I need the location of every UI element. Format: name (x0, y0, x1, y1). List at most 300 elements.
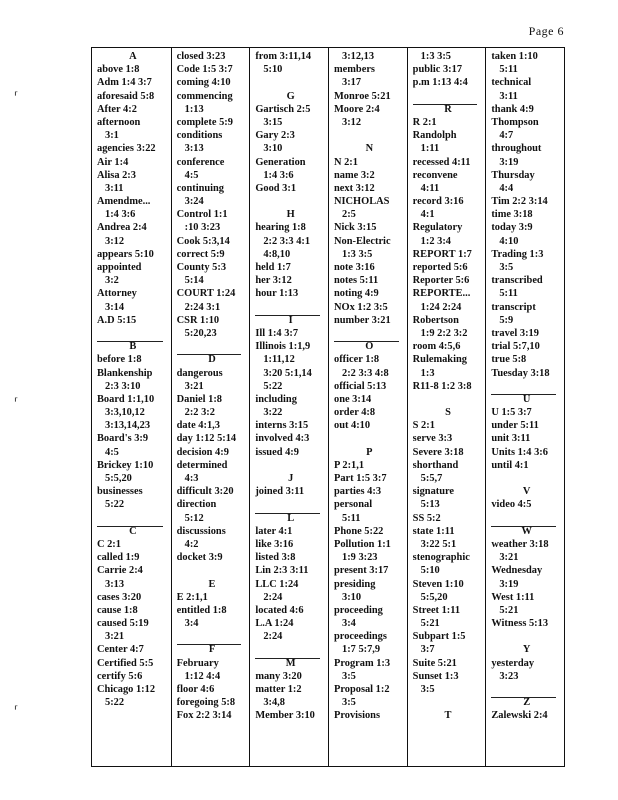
index-entry-ref: 1:13 (184, 103, 204, 115)
index-entry-ref: 3:21 (105, 631, 125, 643)
index-entry-word: LLC 1:24 (255, 578, 299, 590)
index-entry-word: Reporter 5:6 (412, 275, 470, 287)
index-entry-word: difficult 3:20 (176, 486, 234, 498)
index-entry-word: members (334, 64, 375, 76)
index-entry-word: C 2:1 (97, 538, 121, 550)
index-entry-word: public 3:17 (412, 64, 463, 76)
index-entry-word: Carrie 2:4 (97, 565, 143, 577)
index-entry-word: hour 1:13 (255, 288, 299, 300)
letter-heading: I (255, 314, 326, 327)
index-entry-ref: 5:11 (499, 288, 518, 300)
index-entry-word: Witness 5:13 (491, 618, 549, 630)
letter-heading: W (491, 525, 562, 538)
index-entry-word: R11-8 1:2 3:8 (412, 380, 472, 392)
index-entry-ref: 2:3 3:10 (105, 380, 141, 392)
index-entry-word: decision 4:9 (176, 446, 229, 458)
index-entry-word: direction (176, 499, 217, 511)
letter-heading: P (366, 446, 373, 458)
spacer (255, 195, 326, 208)
index-entry-word: out 4:10 (334, 420, 371, 432)
index-entry-word: Trading 1:3 (491, 248, 544, 260)
index-entry-word: including (255, 393, 297, 405)
index-entry-ref: 5:9 (499, 314, 514, 326)
index-entry-word: COURT 1:24 (176, 288, 236, 300)
index-entry-word: matter 1:2 (255, 684, 302, 695)
index-entry-ref: 5:21 (420, 618, 440, 630)
index-entry-word: Provisions (334, 710, 380, 722)
index-entry-ref: 3:22 (263, 407, 283, 419)
index-entry-ref: 3:4 (184, 618, 199, 630)
index-entry-word: certify 5:6 (97, 670, 143, 682)
index-entry-ref: 4:4 (499, 182, 514, 194)
index-entry-word: from 3:11,14 (255, 51, 312, 62)
index-entry-ref: 4:2 (184, 538, 199, 550)
binding-mark: ⸢ (14, 91, 19, 103)
index-entry-word: trial 5:7,10 (491, 341, 540, 353)
index-entry-word: closed 3:23 (176, 51, 226, 62)
index-entry-word: Tuesday 3:18 (491, 367, 550, 379)
index-entry-ref: 2:5 (342, 209, 356, 221)
letter-heading: C (97, 525, 169, 538)
index-entry-ref: 3:13 (105, 578, 125, 590)
index-entry-word: state 1:11 (412, 525, 455, 537)
index-entry-word: held 1:7 (255, 262, 291, 273)
index-entry-word: Ill 1:4 3:7 (255, 327, 299, 339)
letter-heading: V (522, 486, 531, 498)
binding-mark: ⸢ (14, 397, 19, 409)
index-entry-ref: 3:7 (420, 644, 435, 656)
index-entry-word: appears 5:10 (97, 248, 154, 260)
spacer (255, 498, 326, 511)
index-entry-word: Brickey 1:10 (97, 459, 154, 471)
index-entry-word: order 4:8 (334, 407, 376, 419)
index-entry-word: Thursday (491, 169, 535, 181)
index-entry-word: noting 4:9 (334, 288, 379, 300)
index-entry-word: complete 5:9 (176, 116, 233, 128)
index-entry-word: caused 5:19 (97, 618, 149, 630)
spacer (97, 512, 169, 525)
index-entry-ref: 5:21 (499, 604, 519, 616)
index-entry-word: present 3:17 (334, 565, 389, 577)
letter-heading: S (445, 407, 451, 419)
spacer (491, 630, 562, 643)
index-entry-word: continuing (176, 182, 225, 194)
index-entry-word: L.A 1:24 (255, 618, 294, 630)
index-entry-word: above 1:8 (97, 64, 140, 76)
index-entry-word: Monroe 5:21 (334, 90, 391, 102)
index-entry-word: businesses (97, 486, 143, 498)
letter-heading: A (129, 51, 137, 62)
index-entry-word: Suite 5:21 (412, 657, 457, 669)
index-entry-word: A.D 5:15 (97, 314, 137, 326)
index-entry-word: conditions (176, 130, 223, 142)
index-entry-word: Fox 2:2 3:14 (176, 710, 232, 722)
index-entry-word: like 3:16 (255, 538, 294, 550)
index-entry-word: Gary 2:3 (255, 130, 295, 142)
index-entry-word: record 3:16 (412, 196, 464, 208)
index-entry-word: CSR 1:10 (176, 314, 220, 326)
index-entry-ref: 5:5,20 (105, 473, 132, 484)
index-entry-word: Code 1:5 3:7 (176, 64, 233, 76)
index-entry-ref: 3:11 (105, 182, 124, 194)
index-entry-word: travel 3:19 (491, 327, 539, 339)
index-entry-word: transcribed (491, 275, 543, 287)
index-entry-ref: 5:11 (499, 64, 518, 76)
index-entry-word: note 3:16 (334, 262, 375, 273)
index-entry-ref: 4:11 (420, 182, 440, 194)
index-entry-word: discussions (176, 525, 226, 537)
index-entry-word: official 5:13 (334, 380, 387, 392)
index-entry-word: under 5:11 (491, 420, 539, 432)
index-entry-word: officer 1:8 (334, 354, 380, 366)
letter-heading: U (491, 393, 562, 406)
index-entry-ref: 4:7 (499, 130, 514, 142)
index-entry-word: Program 1:3 (334, 657, 391, 669)
index-entry-word: N 2:1 (334, 156, 358, 168)
index-entry-word: joined 3:11 (255, 486, 305, 498)
index-entry-word: aforesaid 5:8 (97, 90, 155, 102)
word-index-table (91, 47, 565, 767)
index-entry-word: Thompson (491, 116, 539, 128)
index-entry-word: before 1:8 (97, 354, 142, 366)
index-entry-ref: 1:12 4:4 (184, 670, 221, 682)
index-entry-word: Adm 1:4 3:7 (97, 77, 152, 89)
index-entry-word: Certified 5:5 (97, 657, 154, 669)
spacer (491, 512, 562, 525)
index-entry-ref: 3:15 (263, 116, 283, 128)
index-entry-ref: 2:2 3:3 4:8 (342, 367, 389, 379)
index-entry-word: Control 1:1 (176, 209, 228, 221)
index-entry-ref: 1:3 (420, 367, 435, 379)
index-entry-word: Gartisch 2:5 (255, 103, 311, 115)
index-entry-word: County 5:3 (176, 262, 227, 273)
spacer (413, 696, 484, 709)
index-entry-word: Air 1:4 (97, 156, 129, 168)
index-entry-word: Moore 2:4 (334, 103, 380, 115)
index-entry-word: Illinois 1:1,9 (255, 341, 311, 353)
index-entry-word: Member 3:10 (255, 710, 315, 722)
index-entry-ref: 3:5 (342, 697, 356, 709)
spacer (177, 340, 248, 353)
index-entry-word: After 4:2 (97, 103, 137, 115)
index-entry-word: date 4:1,3 (176, 420, 220, 432)
spacer (334, 129, 405, 142)
index-entry-word: coming 4:10 (176, 77, 231, 89)
index-entry-word: one 3:14 (334, 393, 372, 405)
index-entry-ref: 3:21 (184, 380, 204, 392)
index-column-1 (92, 48, 171, 766)
index-entry-word: Lin 2:3 3:11 (255, 565, 309, 577)
index-entry-ref: 5:14 (184, 275, 204, 287)
index-column-3 (249, 48, 328, 766)
index-entry-word: Steven 1:10 (412, 578, 464, 590)
index-entry-ref: 3:4 (342, 618, 356, 630)
index-entry-ref: 4:3 (184, 473, 199, 484)
index-entry-word: Severe 3:18 (412, 446, 464, 458)
index-entry-ref: 1:7 5:7,9 (342, 644, 381, 656)
index-entry-word: room 4:5,6 (412, 341, 461, 353)
index-entry-word: Subpart 1:5 (412, 631, 466, 643)
spacer (413, 90, 484, 103)
index-entry-ref: 5:10 (263, 64, 283, 76)
index-entry-word: Robertson (412, 314, 459, 326)
index-entry-word: Board 1:1,10 (97, 393, 155, 405)
index-entry-word: cases 3:20 (97, 591, 142, 603)
spacer (255, 301, 326, 314)
index-entry-ref: 3:3,10,12 (105, 407, 145, 419)
index-entry-word: presiding (334, 578, 376, 590)
index-entry-ref: 3:4,8 (263, 697, 285, 709)
index-entry-word: REPORT 1:7 (412, 248, 472, 260)
index-entry-ref: 3:20 5:1,14 (263, 367, 312, 379)
spacer (255, 643, 326, 656)
index-entry-ref: 3:1 (105, 130, 119, 142)
index-entry-word: Good 3:1 (255, 182, 297, 194)
index-entry-ref: 5:20,23 (184, 327, 217, 339)
index-entry-ref: 1:24 2:24 (420, 301, 462, 313)
index-entry-word: until 4:1 (491, 459, 529, 471)
index-entry-word: Nick 3:15 (334, 222, 377, 234)
index-entry-word: dangerous (176, 367, 223, 379)
index-entry-word: number 3:21 (334, 314, 391, 326)
index-entry-ref: 1:4 3:6 (263, 169, 294, 181)
spacer (97, 327, 169, 340)
index-entry-word: many 3:20 (255, 670, 302, 682)
index-entry-word: next 3:12 (334, 182, 375, 194)
index-entry-ref: 3:23 (499, 670, 519, 682)
index-entry-ref: 5:13 (420, 499, 440, 511)
index-entry-word: proceeding (334, 604, 383, 616)
index-entry-word: U 1:5 3:7 (491, 407, 532, 419)
index-entry-ref: 1:3 3:5 (342, 248, 373, 260)
index-entry-word: correct 5:9 (176, 248, 225, 260)
index-entry-word: NOx 1:2 3:5 (334, 301, 388, 313)
letter-heading: Z (491, 696, 562, 709)
index-entry-word: Proposal 1:2 (334, 684, 390, 695)
letter-heading: H (286, 209, 295, 221)
index-entry-ref: 2:2 3:3 4:1 (263, 235, 311, 247)
index-entry-word: involved 4:3 (255, 433, 310, 445)
index-entry-ref: 1:4 3:6 (105, 209, 136, 221)
index-entry-ref: 3:14 (105, 301, 125, 313)
index-entry-word: her 3:12 (255, 275, 292, 287)
index-entry-word: Blankenship (97, 367, 153, 379)
index-entry-ref: 3:19 (499, 156, 519, 168)
index-entry-word: Part 1:5 3:7 (334, 473, 387, 484)
spacer (177, 564, 248, 577)
index-entry-word: Regulatory (412, 222, 463, 234)
index-entry-word: R 2:1 (412, 116, 437, 128)
letter-heading: O (334, 340, 405, 353)
index-entry-word: appointed (97, 262, 142, 273)
index-entry-ref: 3:19 (499, 578, 519, 590)
letter-heading: T (444, 710, 452, 722)
spacer (334, 432, 405, 445)
index-entry-word: foregoing 5:8 (176, 697, 236, 709)
index-entry-word: Board's 3:9 (97, 433, 149, 445)
index-entry-word: Randolph (412, 130, 457, 142)
letter-heading: N (365, 143, 374, 155)
index-entry-word: transcript (491, 301, 536, 313)
letter-heading: F (177, 643, 248, 656)
index-entry-word: Sunset 1:3 (412, 670, 459, 682)
index-entry-word: p.m 1:13 4:4 (412, 77, 468, 89)
index-entry-word: parties 4:3 (334, 486, 382, 498)
index-entry-word: SS 5:2 (412, 512, 441, 524)
index-entry-word: Tim 2:2 3:14 (491, 196, 548, 208)
index-entry-ref: 5:22 (105, 697, 125, 709)
spacer (255, 459, 326, 472)
index-entry-word: Units 1:4 3:6 (491, 446, 548, 458)
page-number: Page 6 (528, 24, 564, 38)
index-entry-word: Wednesday (491, 565, 543, 577)
index-entry-ref: 2:24 (263, 631, 283, 643)
index-entry-word: commencing (176, 90, 233, 102)
index-entry-word: reconvene (412, 169, 458, 181)
binding-mark: ⸢ (14, 705, 19, 717)
letter-heading: M (255, 657, 326, 670)
index-entry-ref: 2:24 3:1 (184, 301, 221, 313)
index-entry-word: Zalewski 2:4 (491, 710, 548, 722)
index-entry-word: S 2:1 (412, 420, 435, 432)
index-entry-word: video 4:5 (491, 499, 532, 511)
index-entry-ref: 3:12 (105, 235, 125, 247)
letter-heading: Y (522, 644, 531, 656)
index-entry-word: P 2:1,1 (334, 459, 365, 471)
index-entry-word: Street 1:11 (412, 604, 461, 616)
index-entry-word: serve 3:3 (412, 433, 453, 445)
index-entry-ref: 3:21 (499, 552, 519, 564)
index-entry-ref: 3:2 (105, 275, 119, 287)
index-entry-word: notes 5:11 (334, 275, 379, 287)
index-entry-word: Cook 5:3,14 (176, 235, 230, 247)
index-entry-ref: 3:10 (263, 143, 283, 155)
index-entry-ref: 1:9 2:2 3:2 (420, 327, 468, 339)
index-entry-word: Non-Electric (334, 235, 391, 247)
index-entry-ref: 3:17 (342, 77, 362, 89)
index-entry-ref: 5:12 (184, 512, 204, 524)
index-entry-ref: 5:10 (420, 565, 440, 577)
index-entry-word: true 5:8 (491, 354, 527, 366)
index-entry-word: weather 3:18 (491, 538, 549, 550)
index-entry-ref: 2:24 (263, 591, 283, 603)
index-entry-word: docket 3:9 (176, 552, 223, 564)
spacer (491, 683, 562, 696)
index-entry-word: NICHOLAS (334, 196, 390, 208)
index-entry-word: name 3:2 (334, 169, 375, 181)
index-entry-ref: 4:5 (105, 446, 119, 458)
index-entry-ref: 3:5 (420, 684, 435, 695)
index-entry-word: listed 3:8 (255, 552, 296, 564)
index-entry-ref: 5:5,20 (420, 591, 448, 603)
index-entry-word: Rulemaking (412, 354, 467, 366)
index-column-5 (407, 48, 486, 766)
index-entry-word: recessed 4:11 (412, 156, 471, 168)
index-entry-word: conference (176, 156, 225, 168)
index-entry-word: Pollution 1:1 (334, 538, 391, 550)
index-entry-ref: 5:22 (263, 380, 283, 392)
index-entry-ref: 1:3 3:5 (420, 51, 451, 62)
index-entry-ref: 3:22 5:1 (420, 538, 457, 550)
index-entry-word: stenographic (412, 552, 470, 564)
index-entry-word: reported 5:6 (412, 262, 468, 273)
index-entry-ref: 1:9 3:23 (342, 552, 378, 564)
index-entry-word: Daniel 1:8 (176, 393, 222, 405)
index-entry-word: located 4:6 (255, 604, 304, 616)
letter-heading: B (97, 340, 169, 353)
letter-heading: J (288, 473, 294, 484)
index-entry-word: today 3:9 (491, 222, 533, 234)
index-entry-ref: 3:13,14,23 (105, 420, 151, 432)
spacer (334, 327, 405, 340)
letter-heading: D (177, 353, 248, 366)
spacer (491, 472, 562, 485)
spacer (491, 380, 562, 393)
index-entry-word: hearing 1:8 (255, 222, 306, 234)
index-entry-ref: 3:5 (499, 262, 514, 273)
index-entry-word: Andrea 2:4 (97, 222, 147, 234)
index-entry-word: E 2:1,1 (176, 591, 208, 603)
index-entry-word: Generation (255, 156, 306, 168)
index-entry-word: later 4:1 (255, 525, 293, 537)
index-entry-word: floor 4:6 (176, 684, 215, 695)
index-entry-ref: 1:11,12 (263, 354, 295, 366)
index-entry-ref: 5:5,7 (420, 473, 443, 484)
index-entry-ref: 4:8,10 (263, 248, 291, 260)
index-entry-word: Alisa 2:3 (97, 169, 136, 181)
index-entry-ref: 3:12,13 (342, 51, 375, 62)
index-entry-word: entitled 1:8 (176, 604, 227, 616)
index-entry-word: time 3:18 (491, 209, 533, 221)
index-entry-word: Attorney (97, 288, 137, 300)
index-entry-word: called 1:9 (97, 552, 140, 564)
index-entry-word: determined (176, 459, 228, 471)
index-column-4 (328, 48, 407, 766)
index-entry-ref: 5:22 (105, 499, 125, 511)
letter-heading: G (286, 90, 295, 102)
index-entry-ref: 3:13 (184, 143, 204, 155)
index-entry-word: signature (412, 486, 455, 498)
index-column-6 (485, 48, 564, 766)
index-entry-word: cause 1:8 (97, 604, 138, 616)
index-entry-ref: 2:2 3:2 (184, 407, 215, 419)
index-entry-word: interns 3:15 (255, 420, 309, 432)
index-entry-ref: 4:10 (499, 235, 519, 247)
index-entry-word: Center 4:7 (97, 644, 144, 656)
index-entry-word: Chicago 1:12 (97, 684, 156, 695)
index-entry-word: yesterday (491, 657, 535, 669)
index-entry-word: throughout (491, 143, 542, 155)
index-entry-word: technical (491, 77, 532, 89)
index-entry-word: agencies 3:22 (97, 143, 156, 155)
letter-heading: R (413, 103, 484, 116)
index-entry-word: REPORTE... (412, 288, 471, 300)
index-entry-word: issued 4:9 (255, 446, 299, 458)
index-entry-word: day 1:12 5:14 (176, 433, 237, 445)
index-entry-word: Amendme... (97, 196, 151, 208)
letter-heading: E (208, 578, 216, 590)
index-entry-word: unit 3:11 (491, 433, 531, 445)
index-entry-ref: 5:11 (342, 512, 361, 524)
index-entry-word: proceedings (334, 631, 387, 643)
spacer (255, 76, 326, 89)
index-entry-word: personal (334, 499, 373, 511)
spacer (177, 630, 248, 643)
index-entry-ref: 3:5 (342, 670, 356, 682)
index-entry-word: Phone 5:22 (334, 525, 384, 537)
letter-heading: L (255, 512, 326, 525)
index-entry-word: afternoon (97, 116, 141, 128)
